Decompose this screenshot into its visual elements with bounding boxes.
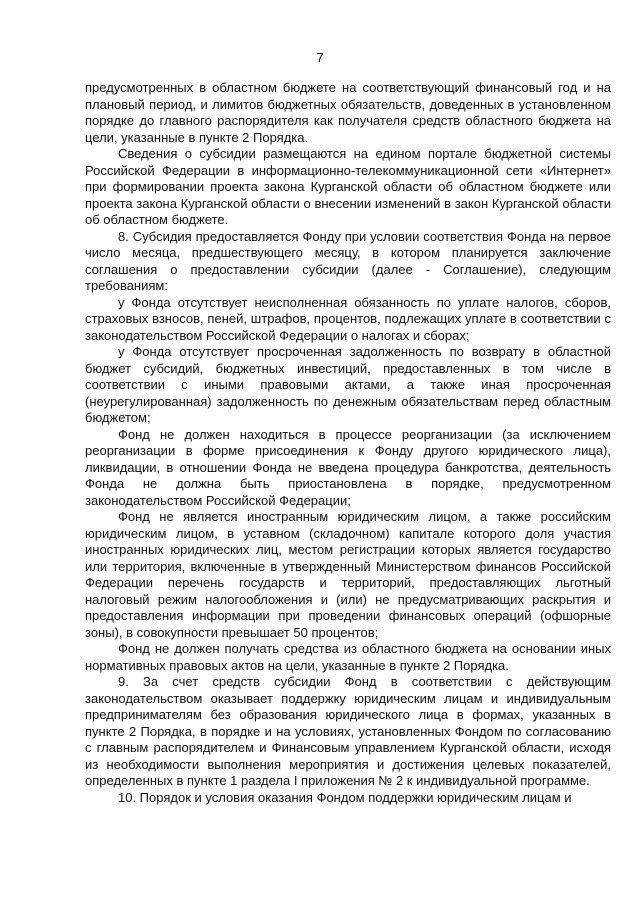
- paragraph-item-10: 10. Порядок и условия оказания Фондом поддержки юридическим лицам и: [118, 789, 572, 805]
- paragraph-subsidy-info: Сведения о субсидии размещаются на едином портале бюджетной системы Российской Федерации в информационно-телекоммуникационной сети «Интернет» при формировании проекта закона Курганской области об областном бюджете или проекта закона Курганской области о внесении изменений в закон Курганской области об областном бюджете.: [85, 146, 611, 227]
- paragraph-requirement-debt: у Фонда отсутствует просроченная задолженность по возврату в областной бюджет субсидий, бюджетных инвестиций, предоставленных в том числе в соответствии с иными правовыми актами, а также иная просроченная (неурегулированная) задолженность по денежным обязательствам перед областным бюджетом;: [85, 344, 611, 425]
- paragraph-item-8: 8. Субсидия предоставляется Фонду при условии соответствия Фонда на первое число месяца, предшествующего месяцу, в котором планируется заключение соглашения о предоставлении субсидии (далее - Соглашение), следующим требованиям:: [85, 228, 611, 293]
- page-number: 7: [316, 50, 324, 65]
- paragraph-item-9: 9. За счет средств субсидии Фонд в соответствии с действующим законодательством оказывает поддержку юридическим лицам и индивидуальным предпринимателям без образования юридического лица в формах, указанных в пункте 2 Порядка, в порядке и на условиях, установленных Фондом по согласованию с главным распорядителем и Финансовым управлением Курганской области, исходя из необходимости выполнения мероприятия и достижения целевых показателей, определенных в пункте 1 раздела I приложения № 2 к индивидуальной программе.: [85, 674, 611, 788]
- paragraph-requirement-taxes: у Фонда отсутствует неисполненная обязанность по уплате налогов, сборов, страховых взносов, пеней, штрафов, процентов, подлежащих уплате в соответствии с законодательством Российской Федерации о налогах и сборах;: [85, 294, 611, 343]
- paragraph-requirement-other-funds: Фонд не должен получать средства из областного бюджета на основании иных нормативных правовых актов на цели, указанные в пункте 2 Порядка.: [85, 641, 611, 673]
- document-body: [85, 80, 611, 806]
- paragraph-requirement-foreign: Фонд не является иностранным юридическим лицом, а также российским юридическим лицом, в уставном (складочном) капитале которого доля участия иностранных юридических лиц, местом регистрации которых является государство или территория, включенные в утвержденный Министерством финансов Российской Федерации перечень государств и территорий, предоставляющих льготный налоговый режим налогообложения и (или) не предусматривающих раскрытия и предоставления информации при проведении финансовых операций (офшорные зоны), в совокупности превышает 50 процентов;: [85, 509, 611, 640]
- paragraph-continuation: предусмотренных в областном бюджете на соответствующий финансовый год и на плановый период, и лимитов бюджетных обязательств, доведенных в установленном порядке до главного распорядителя как получателя средств областного бюджета на цели, указанные в пункте 2 Порядка.: [85, 80, 611, 145]
- paragraph-requirement-reorganization: Фонд не должен находиться в процессе реорганизации (за исключением реорганизации в форме присоединения к Фонду другого юридического лица), ликвидации, в отношении Фонда не введена процедура банкротства, деятельность Фонда не должна быть приостановлена в порядке, предусмотренном законодательством Российской Федерации;: [85, 426, 611, 508]
